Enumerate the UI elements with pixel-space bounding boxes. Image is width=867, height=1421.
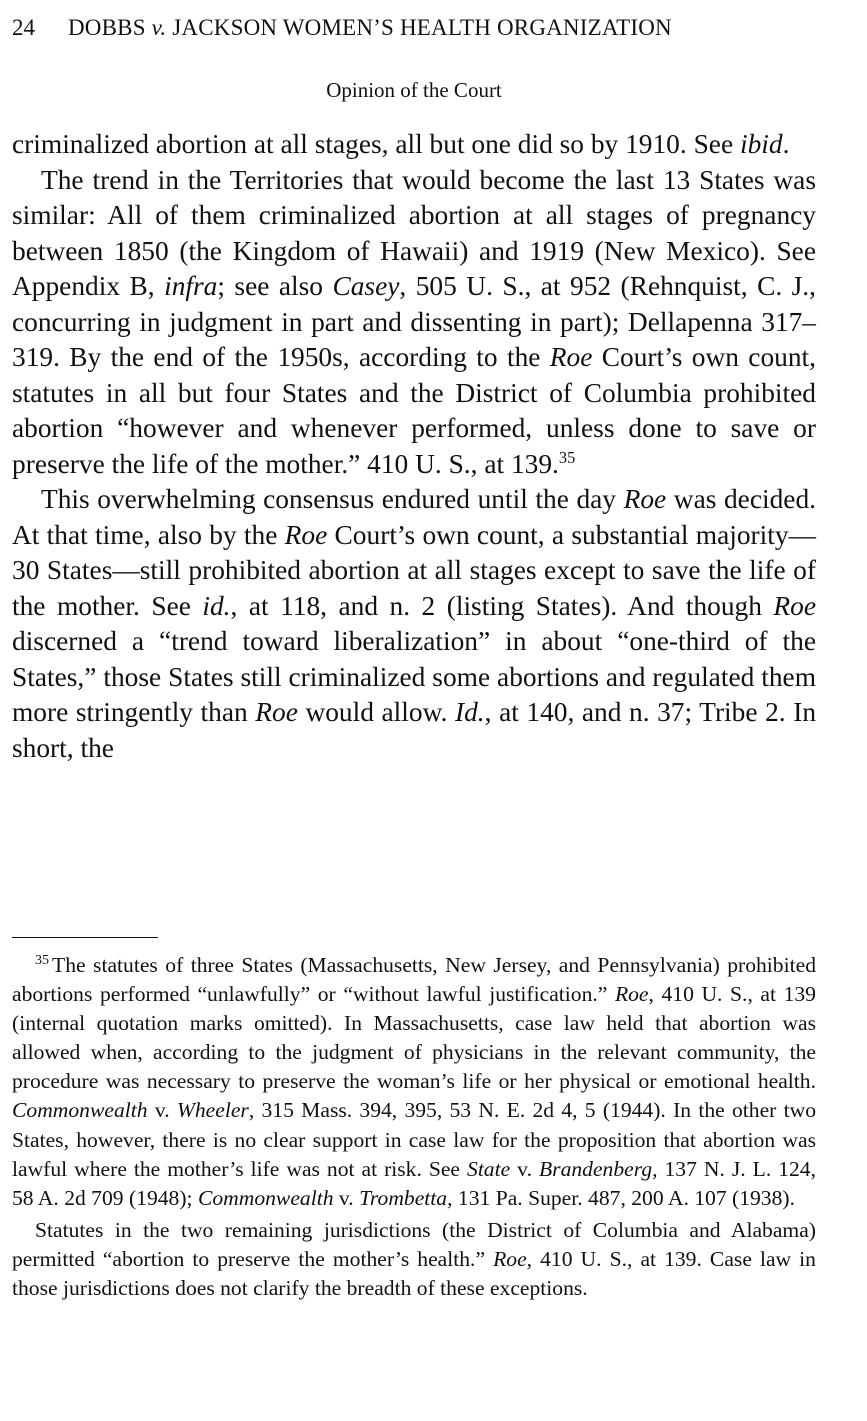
text-run: , 410 U. S., at 139. Case law in those jurisdictions does not clarify the breadth of these exceptions. bbox=[12, 1246, 816, 1301]
italic-text: Wheeler bbox=[176, 1098, 249, 1123]
text-run: v. bbox=[510, 1156, 539, 1181]
italic-text: Id. bbox=[454, 697, 485, 727]
text-run: . bbox=[782, 129, 790, 159]
text-run: Court’s own count, statutes in all but four States and the District of Columbia prohibited abortion “however and whenever performed, unless done to save or preserve the life of the mother.” 410 U. S., at 139. bbox=[12, 342, 816, 479]
text-run: v. bbox=[333, 1185, 360, 1210]
text-run: v. bbox=[147, 1098, 177, 1123]
text-run: , 505 U. S., at 952 (Rehnquist, C. J., concurring in judgment in part and dissenting in part); Dellapenna 317–319. By the end of the 1950s, according to the bbox=[12, 271, 817, 372]
text-run: The trend in the Territories that would become the last 13 States was similar: All of them criminalized abortion at all stages of pregnancy between 1850 (the Kingdom of Hawaii) and 1919 (New Mexico). See Appendix B, bbox=[12, 164, 816, 301]
italic-text: Trombetta, bbox=[359, 1185, 453, 1210]
footnote-divider bbox=[12, 937, 158, 938]
text-run: discerned a “trend toward liberalization” in about “one-third of the States,” those States still criminalized some abortions and regulated them more stringently than bbox=[12, 626, 816, 727]
body-paragraph-3 bbox=[12, 482, 816, 766]
italic-text: Roe bbox=[623, 484, 667, 514]
text-run: Court’s own count, a substantial majority—30 States—still prohibited abortion at all stages except to save the life of the mother. See bbox=[12, 519, 816, 621]
text-run: ; see also bbox=[217, 271, 333, 301]
opinion-body-text bbox=[12, 127, 816, 766]
text-run: would allow. bbox=[297, 697, 455, 727]
footnote-reference: 35 bbox=[558, 447, 576, 467]
footnotes-section bbox=[12, 951, 816, 1303]
text-run: , at 118, and n. 2 (listing States). And though bbox=[230, 590, 774, 621]
text-run: was decided. At that time, also by the bbox=[12, 484, 817, 550]
italic-text: Roe bbox=[284, 519, 328, 550]
text-run: This overwhelming consensus endured until the day bbox=[41, 484, 624, 514]
italic-text: Roe bbox=[493, 1246, 527, 1271]
italic-text: id. bbox=[202, 590, 231, 621]
text-run: criminalized abortion at all stages, all but one did so by 1910. See bbox=[12, 129, 740, 159]
italic-text: Roe bbox=[549, 342, 593, 372]
footnote-paragraph-1 bbox=[12, 951, 816, 1213]
text-run: , 315 Mass. 394, 395, 53 N. E. 2d 4, 5 (1944). In the other two States, however, there is no clear support in case law for the proposition that abortion was lawful where the mother’s life was not at risk. See bbox=[12, 1098, 816, 1181]
running-header bbox=[12, 14, 816, 42]
footnote-number: 35 bbox=[35, 952, 50, 969]
text-run: , at 140, and n. 37; Tribe 2. In short, the bbox=[12, 697, 817, 763]
text-run: 137 N. J. L. 124, 58 A. 2d 709 (1948); bbox=[12, 1156, 816, 1210]
opinion-subheading: Opinion of the Court bbox=[326, 78, 502, 102]
body-paragraph-2 bbox=[12, 163, 816, 483]
italic-text: ibid bbox=[739, 129, 783, 159]
italic-text: Casey bbox=[332, 271, 400, 301]
page-number: 24 bbox=[12, 15, 35, 40]
body-paragraph-1 bbox=[12, 127, 816, 163]
text-run: 131 Pa. Super. 487, 200 A. 107 (1938). bbox=[452, 1185, 795, 1210]
text-run: , 410 U. S., at 139 (internal quotation marks omitted). In Massachusetts, case law held that abortion was allowed when, according to the judgment of physicians in the relevant community, the procedure was necessary to preserve the woman’s life or her physical or emotional health. bbox=[12, 982, 816, 1094]
italic-text: Commonwealth bbox=[12, 1098, 148, 1123]
footnote-paragraph-2 bbox=[12, 1216, 816, 1303]
italic-text: Roe bbox=[255, 697, 298, 727]
italic-text: Brandenberg, bbox=[538, 1156, 658, 1181]
italic-text: State bbox=[467, 1156, 511, 1181]
italic-text: Commonwealth bbox=[197, 1185, 334, 1210]
text-run: The statutes of three States (Massachusetts, New Jersey, and Pennsylvania) prohibited abortions performed “unlawfully” or “without lawful justification.” bbox=[12, 953, 816, 1007]
italic-text: Roe bbox=[773, 590, 816, 621]
case-title: DOBBS v. JACKSON WOMEN’S HEALTH ORGANIZATION bbox=[68, 15, 672, 40]
text-run: Statutes in the two remaining jurisdictions (the District of Columbia and Alabama) permitted “abortion to preserve the mother’s health.” bbox=[12, 1217, 816, 1271]
italic-text: infra bbox=[164, 271, 218, 301]
italic-text: Roe bbox=[614, 982, 649, 1007]
